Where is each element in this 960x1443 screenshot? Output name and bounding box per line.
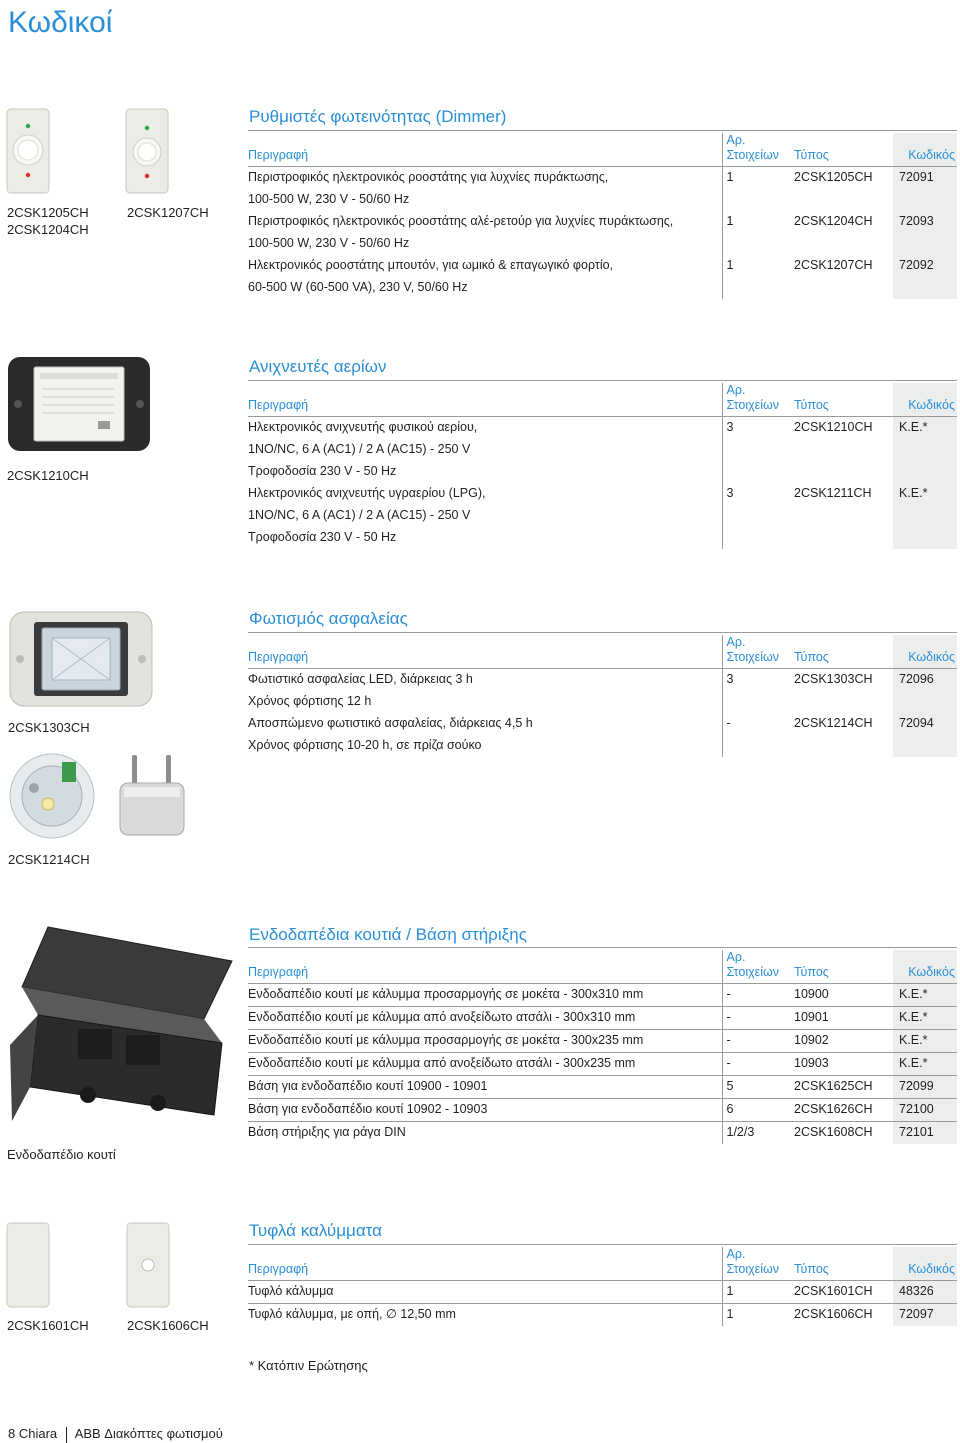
product-label: 2CSK1214CH	[8, 852, 90, 867]
qty-cell: 5	[722, 1076, 788, 1099]
table-row	[248, 233, 957, 255]
qty-cell: 1	[722, 1304, 788, 1327]
qty-cell: 3	[722, 483, 788, 505]
qty-cell: 1	[722, 211, 788, 233]
code-cell	[893, 233, 957, 255]
table-row	[248, 713, 957, 735]
dimmer-photo-2CSK1205CH	[6, 108, 50, 194]
table-row	[248, 1304, 957, 1327]
code-cell: 72091	[893, 167, 957, 190]
code-cell: 72094	[893, 713, 957, 735]
product-label: 2CSK1207CH	[127, 205, 209, 220]
qty-cell: 6	[722, 1099, 788, 1122]
code-cell: 48326	[893, 1281, 957, 1304]
description-cell: Ενδοδαπέδιο κουτί με κάλυμμα από ανοξείδωτο ατσάλι - 300x310 mm	[248, 1007, 722, 1030]
type-cell	[788, 691, 893, 713]
table-row	[248, 1076, 957, 1099]
code-cell	[893, 189, 957, 211]
code-cell: Κ.Ε.*	[893, 1053, 957, 1076]
code-cell	[893, 505, 957, 527]
header-qty: Αρ. Στοιχείων	[722, 133, 788, 167]
schuko-plug-photo	[114, 753, 194, 841]
qty-cell	[722, 189, 788, 211]
type-cell: 10903	[788, 1053, 893, 1076]
gas-detectors-table	[248, 383, 957, 549]
type-cell: 2CSK1606CH	[794, 1307, 873, 1321]
qty-cell: -	[722, 1007, 788, 1030]
qty-cell	[722, 277, 788, 299]
header-type: Τύπος	[788, 950, 893, 984]
publication-name: ABB Διακόπτες φωτισμού	[74, 1426, 223, 1441]
table-row	[248, 669, 957, 692]
type-cell: 2CSK1204CH	[794, 214, 873, 228]
qty-cell: 1	[722, 1281, 788, 1304]
table-row	[248, 1281, 957, 1304]
floor-boxes-table	[248, 950, 957, 1144]
description-cell: Χρόνος φόρτισης 12 h	[248, 694, 372, 708]
blank-cover-photo-2CSK1601CH	[6, 1222, 50, 1308]
type-cell	[788, 461, 893, 483]
code-cell	[893, 461, 957, 483]
header-type: Τύπος	[788, 383, 893, 417]
table-row	[248, 439, 957, 461]
qty-cell: -	[722, 713, 788, 735]
type-cell	[788, 233, 893, 255]
description-cell: Βάση στήριξης για ράγα DIN	[248, 1125, 406, 1139]
brand-name: Chiara	[18, 1426, 58, 1441]
section-title-gas-detectors: Ανιχνευτές αερίων	[249, 357, 387, 376]
section-rule	[248, 632, 957, 633]
section-rule	[248, 130, 957, 131]
table-row	[248, 461, 957, 483]
header-type: Τύπος	[788, 1247, 893, 1281]
gas-detector-photo	[6, 355, 152, 453]
type-cell: 10901	[788, 1007, 893, 1030]
type-cell	[788, 277, 893, 299]
header-code: Κωδικός	[893, 1247, 957, 1281]
qty-cell	[722, 439, 788, 461]
header-qty: Αρ. Στοιχείων	[722, 635, 788, 669]
code-cell: Κ.Ε.*	[893, 417, 957, 440]
qty-cell	[722, 233, 788, 255]
header-description: Περιγραφή	[248, 133, 722, 167]
description-cell: Τυφλό κάλυμμα	[248, 1281, 722, 1304]
table-row	[248, 691, 957, 713]
header-code: Κωδικός	[893, 383, 957, 417]
header-description: Περιγραφή	[248, 950, 722, 984]
code-cell	[893, 691, 957, 713]
section-rule	[248, 1244, 957, 1245]
code-cell: 72097	[893, 1304, 957, 1327]
qty-cell: -	[722, 1053, 788, 1076]
qty-cell	[722, 735, 788, 757]
page-footer	[8, 1426, 223, 1443]
table-row	[248, 1122, 957, 1145]
qty-cell: -	[722, 1030, 788, 1053]
dimmer-photo-2CSK1207CH	[125, 108, 169, 194]
emergency-light-photo-2CSK1303CH	[8, 610, 154, 708]
table-row	[248, 527, 957, 549]
type-cell	[788, 189, 893, 211]
section-rule	[248, 947, 957, 948]
table-row	[248, 1007, 957, 1030]
description-cell: 60-500 W (60-500 VA), 230 V, 50/60 Hz	[248, 280, 468, 294]
page-title: Κωδικοί	[8, 6, 113, 39]
type-cell: 10900	[788, 984, 893, 1007]
code-cell: 72093	[893, 211, 957, 233]
footnote: * Κατόπιν Ερώτησης	[249, 1358, 368, 1373]
code-cell	[893, 527, 957, 549]
table-row	[248, 167, 957, 190]
section-title-floor-boxes: Ενδοδαπέδια κουτιά / Βάση στήριξης	[249, 925, 527, 944]
description-cell: Τυφλό κάλυμμα, με οπή, ∅ 12,50 mm	[248, 1307, 456, 1321]
type-cell: 2CSK1211CH	[794, 486, 872, 500]
product-label: 2CSK1204CH	[7, 222, 89, 237]
type-cell: 2CSK1207CH	[794, 258, 873, 272]
emergency-light-photo-2CSK1214CH	[4, 752, 100, 840]
qty-cell: 1	[722, 167, 788, 190]
type-cell: 2CSK1608CH	[794, 1125, 873, 1139]
description-cell: Περιστροφικός ηλεκτρονικός ροοστάτης για λυχνίες πυράκτωσης,	[248, 170, 609, 184]
product-label: 2CSK1303CH	[8, 720, 90, 735]
table-row	[248, 1053, 957, 1076]
qty-cell	[722, 527, 788, 549]
table-row	[248, 211, 957, 233]
description-cell: Βάση για ενδοδαπέδιο κουτί 10900 - 10901	[248, 1076, 722, 1099]
blank-cover-photo-2CSK1606CH	[126, 1222, 170, 1308]
qty-cell: 1/2/3	[722, 1122, 788, 1145]
header-qty: Αρ. Στοιχείων	[722, 383, 788, 417]
code-cell: 72099	[893, 1076, 957, 1099]
footer-divider	[66, 1427, 67, 1443]
description-cell: 100-500 W, 230 V - 50/60 Hz	[248, 192, 410, 206]
description-cell: Βάση για ενδοδαπέδιο κουτί 10902 - 10903	[248, 1099, 722, 1122]
section-rule	[248, 380, 957, 381]
code-cell: Κ.Ε.*	[893, 1007, 957, 1030]
table-row	[248, 255, 957, 277]
header-type: Τύπος	[788, 635, 893, 669]
qty-cell: -	[722, 984, 788, 1007]
table-row	[248, 483, 957, 505]
type-cell: 2CSK1303CH	[794, 672, 873, 686]
description-cell: Ηλεκτρονικός ανιχνευτής υγραερίου (LPG),	[248, 486, 486, 500]
code-cell: Κ.Ε.*	[893, 1030, 957, 1053]
blanks-table	[248, 1247, 957, 1326]
description-cell: Ενδοδαπέδιο κουτί με κάλυμμα προσαρμογής σε μοκέτα - 300x310 mm	[248, 984, 722, 1007]
type-cell: 10902	[788, 1030, 893, 1053]
product-label: 2CSK1210CH	[7, 468, 89, 483]
type-cell	[788, 527, 893, 549]
description-cell: Ηλεκτρονικός ανιχνευτής φυσικού αερίου,	[248, 420, 478, 434]
qty-cell	[722, 691, 788, 713]
header-description: Περιγραφή	[248, 635, 722, 669]
type-cell: 2CSK1626CH	[788, 1099, 893, 1122]
description-cell: Χρόνος φόρτισης 10-20 h, σε πρίζα σούκο	[248, 738, 482, 752]
qty-cell	[722, 461, 788, 483]
product-label: 2CSK1601CH	[7, 1318, 89, 1333]
section-title-emergency: Φωτισμός ασφαλείας	[249, 609, 408, 628]
type-cell: 2CSK1205CH	[794, 170, 873, 184]
code-cell	[893, 735, 957, 757]
header-description: Περιγραφή	[248, 383, 722, 417]
description-cell: Φωτιστικό ασφαλείας LED, διάρκειας 3 h	[248, 672, 473, 686]
qty-cell	[722, 505, 788, 527]
type-cell: 2CSK1601CH	[788, 1281, 893, 1304]
floor-box-photo	[8, 925, 236, 1135]
header-description: Περιγραφή	[248, 1247, 722, 1281]
type-cell: 2CSK1625CH	[788, 1076, 893, 1099]
code-cell: 72096	[893, 669, 957, 692]
table-row	[248, 417, 957, 440]
qty-cell: 3	[722, 669, 788, 692]
type-cell	[788, 735, 893, 757]
description-cell: 1NO/NC, 6 A (AC1) / 2 A (AC15) - 250 V	[248, 442, 471, 456]
header-type: Τύπος	[788, 133, 893, 167]
code-cell	[893, 439, 957, 461]
type-cell	[788, 505, 893, 527]
description-cell: Περιστροφικός ηλεκτρονικός ροοστάτης αλέ-ρετούρ για λυχνίες πυράκτωσης,	[248, 214, 674, 228]
emergency-table	[248, 635, 957, 757]
code-cell: 72092	[893, 255, 957, 277]
table-row	[248, 277, 957, 299]
code-cell: 72101	[893, 1122, 957, 1145]
type-cell	[788, 439, 893, 461]
table-row	[248, 984, 957, 1007]
code-cell	[893, 277, 957, 299]
page-number: 8	[8, 1426, 16, 1441]
code-cell: 72100	[893, 1099, 957, 1122]
table-row	[248, 1030, 957, 1053]
section-title-blanks: Τυφλά καλύμματα	[249, 1221, 382, 1240]
table-row	[248, 505, 957, 527]
header-qty: Αρ. Στοιχείων	[722, 1247, 788, 1281]
table-row	[248, 189, 957, 211]
header-code: Κωδικός	[893, 133, 957, 167]
description-cell: Ενδοδαπέδιο κουτί με κάλυμμα προσαρμογής σε μοκέτα - 300x235 mm	[248, 1030, 722, 1053]
description-cell: 100-500 W, 230 V - 50/60 Hz	[248, 236, 410, 250]
description-cell: Τροφοδοσία 230 V - 50 Hz	[248, 464, 397, 478]
description-cell: Ηλεκτρονικός ροοστάτης μπουτόν, για ωμικό & επαγωγικό φορτίο,	[248, 258, 614, 272]
section-title-dimmers: Ρυθμιστές φωτεινότητας (Dimmer)	[249, 107, 507, 126]
code-cell: Κ.Ε.*	[893, 483, 957, 505]
description-cell: 1NO/NC, 6 A (AC1) / 2 A (AC15) - 250 V	[248, 508, 471, 522]
qty-cell: 1	[722, 255, 788, 277]
type-cell: 2CSK1210CH	[794, 420, 873, 434]
product-label: 2CSK1606CH	[127, 1318, 209, 1333]
table-row	[248, 1099, 957, 1122]
description-cell: Ενδοδαπέδιο κουτί με κάλυμμα από ανοξείδωτο ατσάλι - 300x235 mm	[248, 1053, 722, 1076]
dimmers-table	[248, 133, 957, 299]
code-cell: Κ.Ε.*	[893, 984, 957, 1007]
description-cell: Τροφοδοσία 230 V - 50 Hz	[248, 530, 397, 544]
type-cell: 2CSK1214CH	[794, 716, 873, 730]
qty-cell: 3	[722, 417, 788, 440]
header-qty: Αρ. Στοιχείων	[722, 950, 788, 984]
description-cell: Αποσπώμενο φωτιστικό ασφαλείας, διάρκειας 4,5 h	[248, 716, 533, 730]
product-label: Ενδοδαπέδιο κουτί	[7, 1147, 116, 1162]
header-code: Κωδικός	[893, 635, 957, 669]
header-code: Κωδικός	[893, 950, 957, 984]
product-label: 2CSK1205CH	[7, 205, 89, 220]
table-row	[248, 735, 957, 757]
